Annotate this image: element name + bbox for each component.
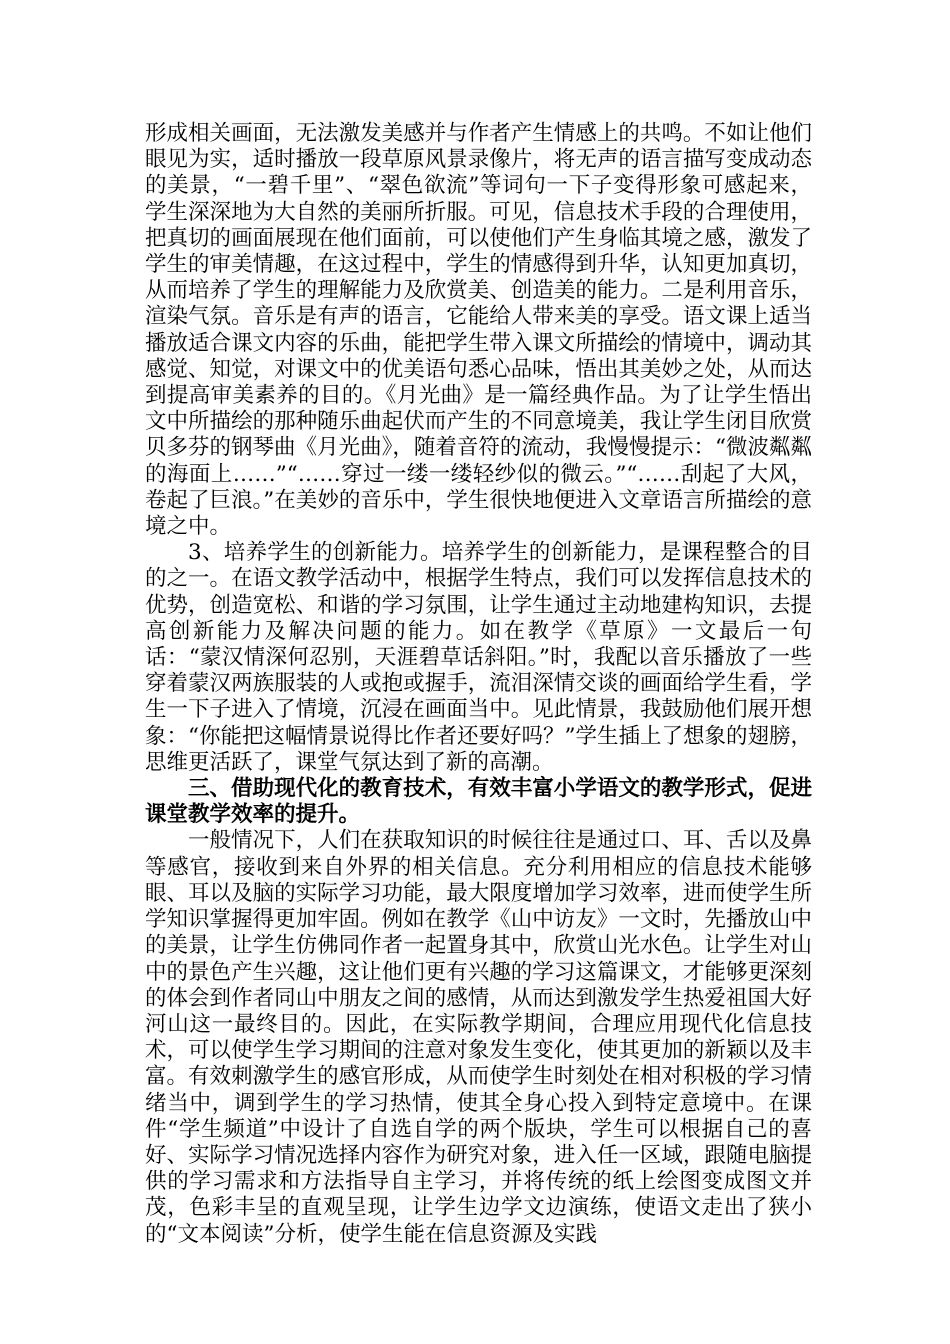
section-heading: 三、借助现代化的教育技术，有效丰富小学语文的教学形式，促进课堂教学效率的提升。 xyxy=(145,776,812,828)
body-paragraph-innovation: 3、培养学生的创新能力。培养学生的创新能力，是课程整合的目的之一。在语文教学活动中，根据学生特点，我们可以发挥信息技术的优势，创造宽松、和谐的学习氛围，让学生通过主动地建构知识，去提高创新能力及解决问题的能力。如在教学《草原》一文最后一句话：“蒙汉情深何忍别，天涯碧草话斜阳。”时，我配以音乐播放了一些穿着蒙汉两族服装的人或抱或握手，流泪深情交谈的画面给学生看，学生一下子进入了情境，沉浸在画面当中。见此情景，我鼓励他们展开想象：“你能把这幅情景说得比作者还要好吗？”学生插上了想象的翅膀，思维更活跃了，课堂气氛达到了新的高潮。 xyxy=(145,540,812,775)
document-page xyxy=(145,121,812,1247)
body-paragraph-closing: 一般情况下，人们在获取知识的时候往往是通过口、耳、舌以及鼻等感官，接收到来自外界的相关信息。充分利用相应的信息技术能够眼、耳以及脑的实际学习功能，最大限度增加学习效率，进而使学生所学知识掌握得更加牢固。例如在教学《山中访友》一文时，先播放山中的美景，让学生仿佛同作者一起置身其中，欣赏山光水色。让学生对山中的景色产生兴趣，这让他们更有兴趣的学习这篇课文，才能够更深刻的体会到作者同山中朋友之间的感情，从而达到激发学生热爱祖国大好河山这一最终目的。因此，在实际教学期间，合理应用现代化信息技术，可以使学生学习期间的注意对象发生变化，使其更加的新颖以及丰富。有效刺激学生的感官形成，从而使学生时刻处在相对积极的学习情绪当中，调到学生的学习热情，使其全身心投入到特定意境中。在课件“学生频道”中设计了自选自学的两个版块，学生可以根据自己的喜好、实际学习情况选择内容作为研究对象，进入任一区域，跟随电脑提供的学习需求和方法指导自主学习，并将传统的纸上绘图变成图文并茂，色彩丰呈的直观呈现，让学生边学文边演练，使语文走出了狭小的“文本阅读”分析，使学生能在信息资源及实践 xyxy=(145,828,812,1247)
body-paragraph-continued: 形成相关画面，无法激发美感并与作者产生情感上的共鸣。不如让他们眼见为实，适时播放一段草原风景录像片，将无声的语言描写变成动态的美景，“一碧千里”、“翠色欲流”等词句一下子变得形象可感起来，学生深深地为大自然的美丽所折服。可见，信息技术手段的合理使用，把真切的画面展现在他们面前，可以使他们产生身临其境之感，激发了学生的审美情趣，在这过程中，学生的情感得到升华，认知更加真切，从而培养了学生的理解能力及欣赏美、创造美的能力。二是利用音乐，渲染气氛。音乐是有声的语言，它能给人带来美的享受。语文课上适当播放适合课文内容的乐曲，能把学生带入课文所描绘的情境中，调动其感觉、知觉，对课文中的优美语句悉心品味，悟出其美妙之处，从而达到提高审美素养的目的。《月光曲》是一篇经典作品。为了让学生悟出文中所描绘的那种随乐曲起伏而产生的不同意境美，我让学生闭目欣赏贝多芬的钢琴曲《月光曲》，随着音符的流动，我慢慢提示：“微波粼粼的海面上……”“……穿过一缕一缕轻纱似的微云。”“……刮起了大风，卷起了巨浪。”在美妙的音乐中，学生很快地便进入文章语言所描绘的意境之中。 xyxy=(145,121,812,540)
